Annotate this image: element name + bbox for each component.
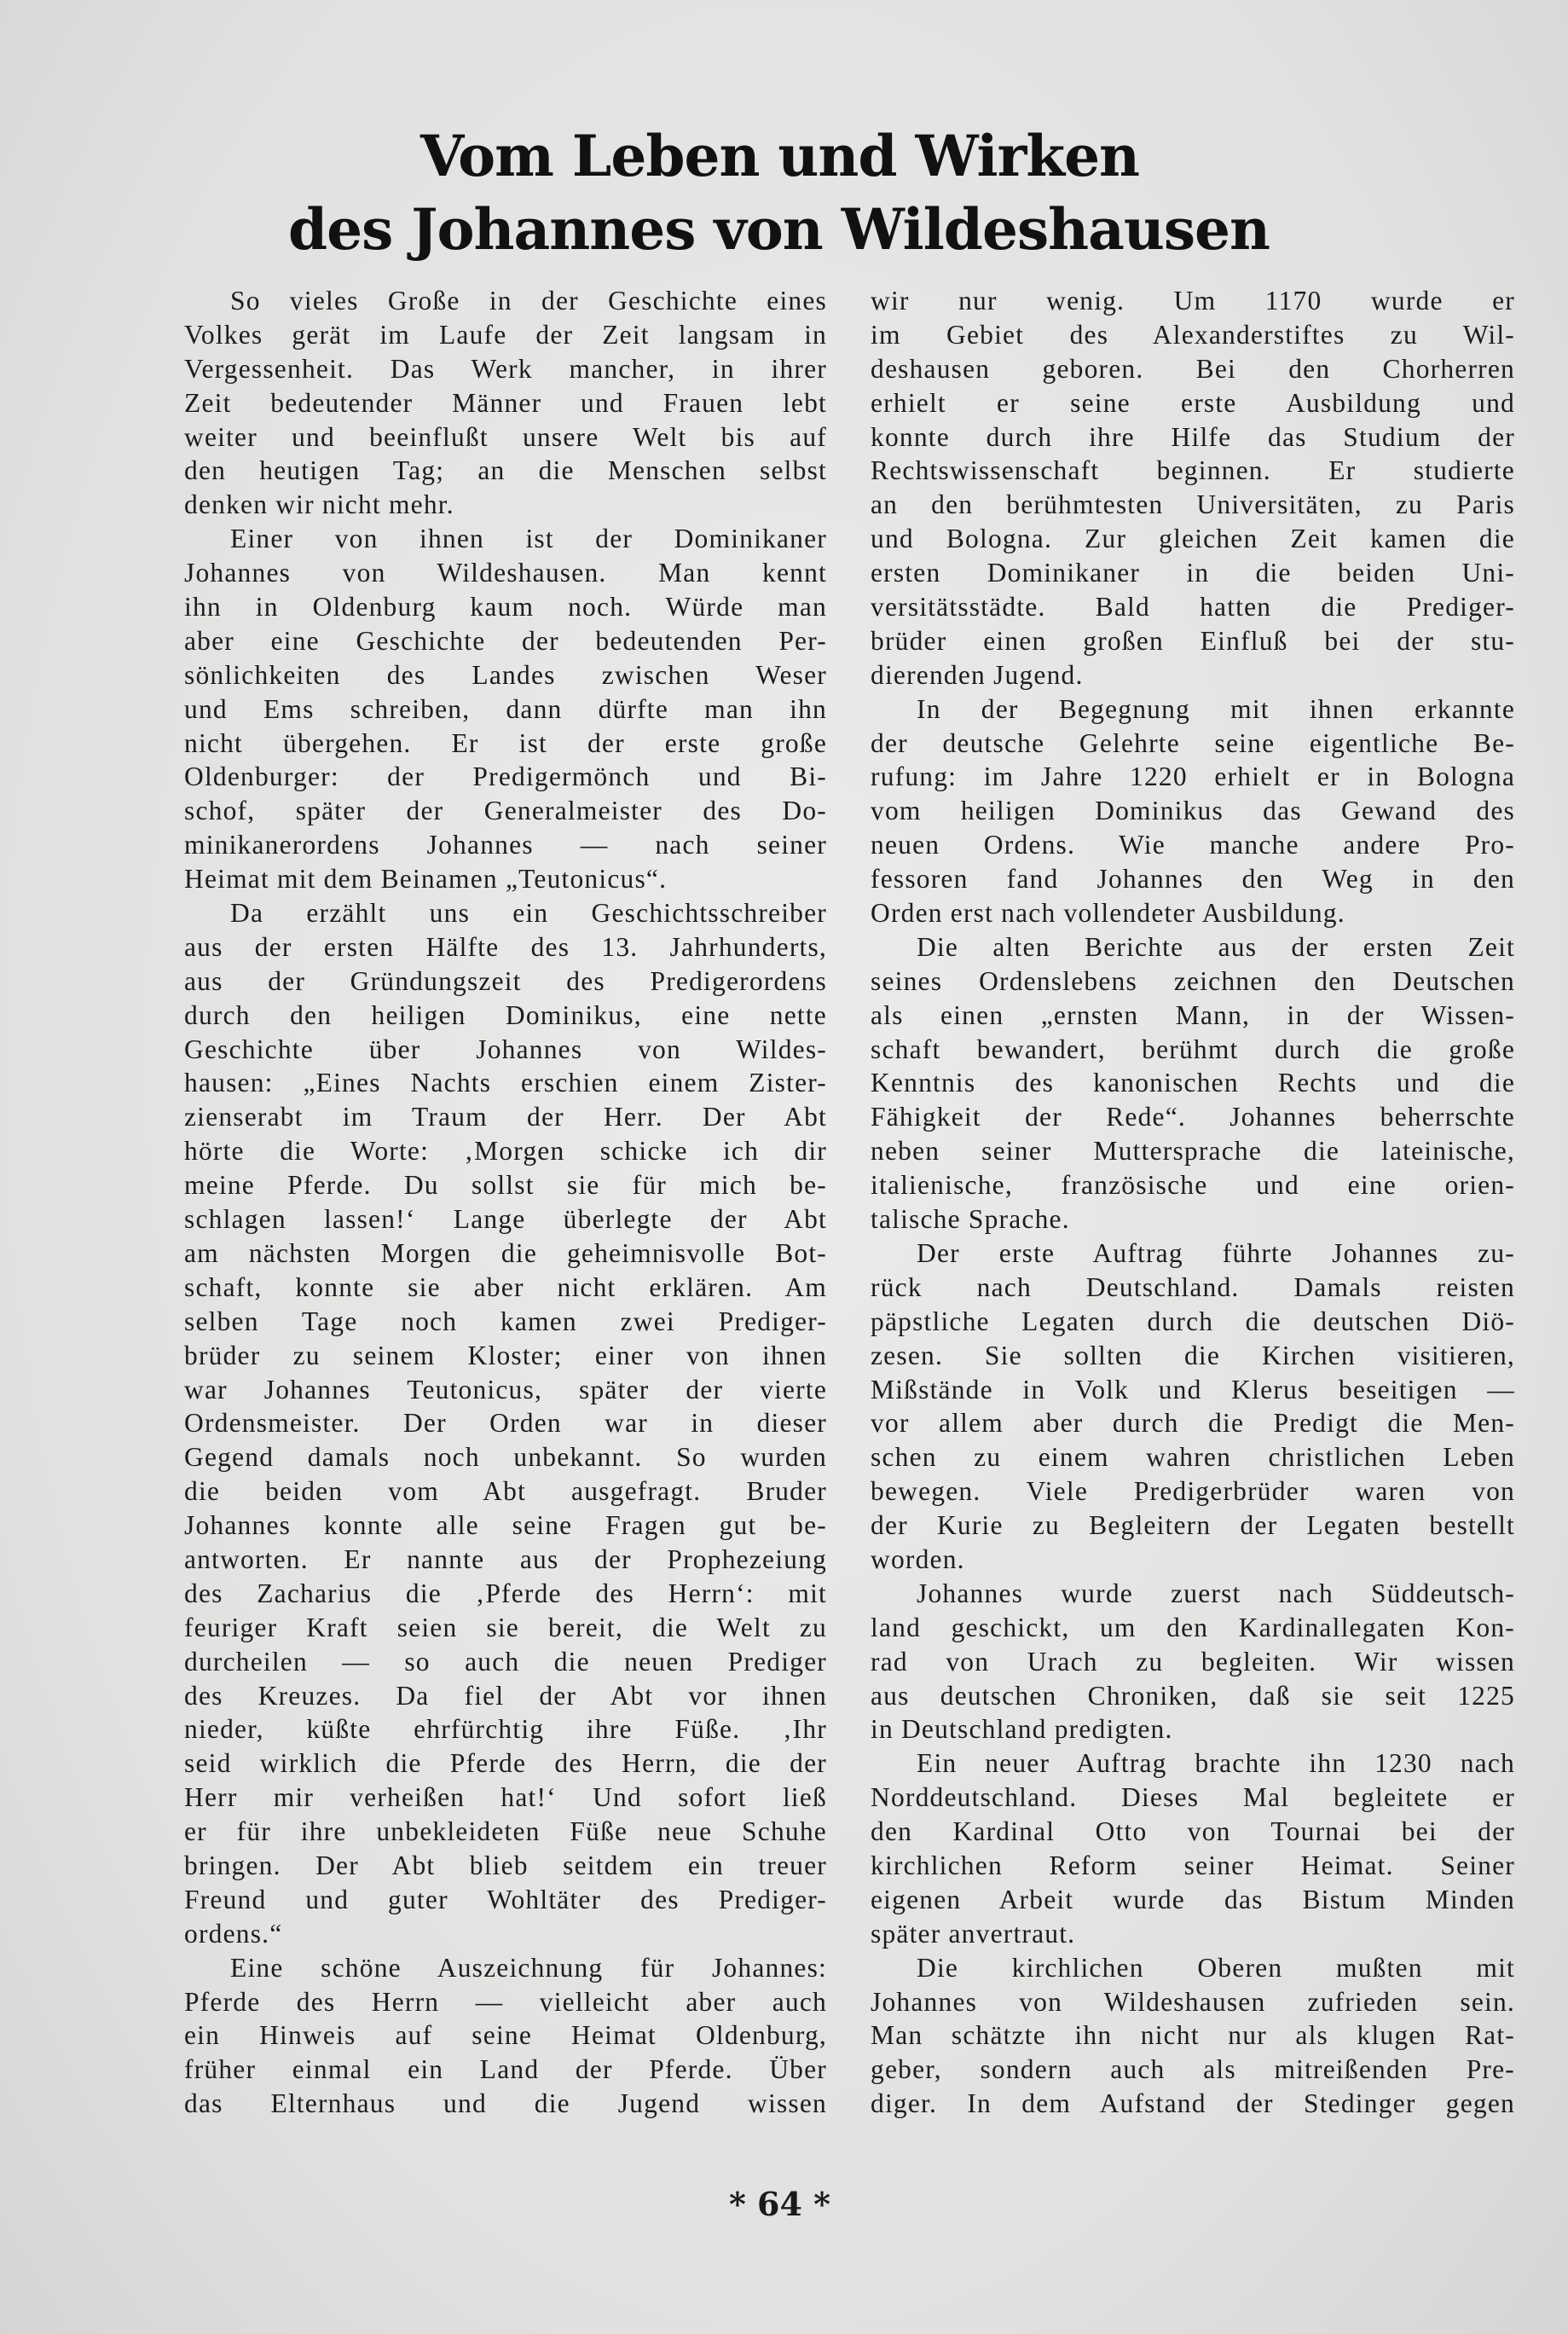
text-line: Da erzählt uns ein Geschichtsschreiber <box>230 898 827 929</box>
text-line: Johannes von Wildeshausen zufrieden sein. <box>871 1986 1515 2017</box>
text-line: päpstliche Legaten durch die deutschen Diö- <box>871 1306 1515 1336</box>
text-line: Der erste Auftrag führte Johannes zu- <box>917 1237 1515 1268</box>
text-line: weiter und beeinflußt unsere Welt bis auf <box>184 421 827 452</box>
text-line: Johannes konnte alle seine Fragen gut be- <box>184 1510 827 1541</box>
text-line: neuen Ordens. Wie manche andere Pro- <box>871 830 1515 860</box>
text-line: Man schätzte ihn nicht nur als klugen Rat- <box>871 2020 1515 2051</box>
text-line: seines Ordenslebens zeichnen den Deutschen <box>871 965 1515 996</box>
text-line: hausen: „Eines Nachts erschien einem Zister- <box>184 1068 827 1098</box>
right-text-column <box>871 284 1515 2121</box>
text-line: durch den heiligen Dominikus, eine nette <box>184 999 827 1030</box>
text-line: aus der ersten Hälfte des 13. Jahrhunderts, <box>184 931 827 962</box>
text-line: Kenntnis des kanonischen Rechts und die <box>871 1068 1515 1098</box>
text-line: Gegend damals noch unbekannt. So wurden <box>184 1442 827 1473</box>
text-line: sönlichkeiten des Landes zwischen Weser <box>184 659 827 690</box>
text-line: italienische, französische und eine orien- <box>871 1170 1515 1201</box>
text-line: minikanerordens Johannes — nach seiner <box>184 830 827 860</box>
text-line: brüder zu seinem Kloster; einer von ihnen <box>184 1340 827 1370</box>
text-line: aus deutschen Chroniken, daß sie seit 1225 <box>871 1680 1515 1711</box>
text-line: schaft bewandert, berühmt durch die große <box>871 1034 1515 1064</box>
text-line: feuriger Kraft seien sie bereit, die Welt zu <box>184 1612 827 1642</box>
text-line: er für ihre unbekleideten Füße neue Schuhe <box>184 1816 827 1847</box>
text-line: Geschichte über Johannes von Wildes- <box>184 1034 827 1064</box>
text-line: den Kardinal Otto von Tournai bei der <box>871 1816 1515 1847</box>
text-line: rück nach Deutschland. Damals reisten <box>871 1271 1515 1302</box>
text-line: des Kreuzes. Da fiel der Abt vor ihnen <box>184 1680 827 1711</box>
text-line: Herr mir verheißen hat!‘ Und sofort ließ <box>184 1782 827 1813</box>
text-line: rad von Urach zu begleiten. Wir wissen <box>871 1646 1515 1677</box>
text-line: geber, sondern auch als mitreißenden Pre- <box>871 2054 1515 2085</box>
text-line: Mißstände in Volk und Klerus beseitigen — <box>871 1374 1515 1404</box>
text-line: talische Sprache. <box>871 1204 1070 1235</box>
text-line: Die kirchlichen Oberen mußten mit <box>917 1952 1515 1983</box>
text-line: Johannes von Wildeshausen. Man kennt <box>184 558 827 588</box>
text-line: in Deutschland predigten. <box>871 1714 1173 1745</box>
text-line: schaft, konnte sie aber nicht erklären. Am <box>184 1271 827 1302</box>
text-line: denken wir nicht mehr. <box>184 489 454 520</box>
text-line: Ein neuer Auftrag brachte ihn 1230 nach <box>917 1748 1515 1779</box>
text-line: aber eine Geschichte der bedeutenden Per- <box>184 625 827 656</box>
text-line: des Zacharius die ‚Pferde des Herrn‘: mit <box>184 1578 827 1608</box>
text-line: Rechtswissenschaft beginnen. Er studierte <box>871 455 1515 486</box>
text-line: schlagen lassen!‘ Lange überlegte der Abt <box>184 1204 827 1235</box>
text-line: durcheilen — so auch die neuen Prediger <box>184 1646 827 1677</box>
text-line: früher einmal ein Land der Pferde. Über <box>184 2054 827 2085</box>
text-line: land geschickt, um den Kardinallegaten Kon- <box>871 1612 1515 1642</box>
text-line: bringen. Der Abt blieb seitdem ein treuer <box>184 1850 827 1880</box>
text-line: Freund und guter Wohltäter des Prediger- <box>184 1884 827 1914</box>
text-line: hörte die Worte: ‚Morgen schicke ich dir <box>184 1136 827 1167</box>
text-line: nieder, küßte ehrfürchtig ihre Füße. ‚Ihr <box>184 1714 827 1745</box>
text-line: Eine schöne Auszeichnung für Johannes: <box>230 1952 827 1983</box>
text-line: Volkes gerät im Laufe der Zeit langsam in <box>184 319 827 350</box>
text-line: Oldenburger: der Predigermönch und Bi- <box>184 762 827 792</box>
text-line: ihn in Oldenburg kaum noch. Würde man <box>184 592 827 623</box>
text-line: wir nur wenig. Um 1170 wurde er <box>871 286 1515 316</box>
text-line: So vieles Große in der Geschichte eines <box>230 286 827 316</box>
text-line: ersten Dominikaner in die beiden Uni- <box>871 558 1515 588</box>
text-line: vom heiligen Dominikus das Gewand des <box>871 796 1515 826</box>
left-text-column <box>184 284 827 2121</box>
text-line: das Elternhaus und die Jugend wissen <box>184 2088 827 2119</box>
title-line-1: Vom Leben und Wirken <box>419 123 1140 189</box>
text-line: der Kurie zu Begleitern der Legaten bestellt <box>871 1510 1515 1541</box>
text-line: bewegen. Viele Predigerbrüder waren von <box>871 1476 1515 1507</box>
text-line: meine Pferde. Du sollst sie für mich be- <box>184 1170 827 1201</box>
text-line: als einen „ernsten Mann, in der Wissen- <box>871 999 1515 1030</box>
text-line: und Bologna. Zur gleichen Zeit kamen die <box>871 524 1515 554</box>
text-line: rufung: im Jahre 1220 erhielt er in Bologna <box>871 762 1515 792</box>
text-line: fessoren fand Johannes den Weg in den <box>871 864 1515 895</box>
text-line: deshausen geboren. Bei den Chorherren <box>871 353 1515 384</box>
title-line-2: des Johannes von Wildeshausen <box>288 196 1270 263</box>
text-line: Ordensmeister. Der Orden war in dieser <box>184 1408 827 1439</box>
text-line: Die alten Berichte aus der ersten Zeit <box>917 931 1515 962</box>
text-line: kirchlichen Reform seiner Heimat. Seiner <box>871 1850 1515 1880</box>
text-line: Heimat mit dem Beinamen „Teutonicus“. <box>184 864 668 895</box>
text-line: im Gebiet des Alexanderstiftes zu Wil- <box>871 319 1515 350</box>
text-line: schen zu einem wahren christlichen Leben <box>871 1442 1515 1473</box>
text-line: Orden erst nach vollendeter Ausbildung. <box>871 898 1345 929</box>
text-line: Einer von ihnen ist der Dominikaner <box>230 524 827 554</box>
text-line: Norddeutschland. Dieses Mal begleitete er <box>871 1782 1515 1813</box>
text-line: antworten. Er nannte aus der Prophezeiung <box>184 1543 827 1574</box>
text-line: worden. <box>871 1543 965 1574</box>
text-line: brüder einen großen Einfluß bei der stu- <box>871 625 1515 656</box>
text-line: den heutigen Tag; an die Menschen selbst <box>184 455 827 486</box>
text-line: Johannes wurde zuerst nach Süddeutsch- <box>917 1578 1515 1608</box>
text-line: vor allem aber durch die Predigt die Men- <box>871 1408 1515 1439</box>
text-line: die beiden vom Abt ausgefragt. Bruder <box>184 1476 827 1507</box>
text-line: der deutsche Gelehrte seine eigentliche Be- <box>871 727 1515 758</box>
text-line: In der Begegnung mit ihnen erkannte <box>917 693 1515 724</box>
text-line: an den berühmtesten Universitäten, zu Paris <box>871 489 1515 520</box>
text-line: aus der Gründungszeit des Predigerordens <box>184 965 827 996</box>
text-line: konnte durch ihre Hilfe das Studium der <box>871 421 1515 452</box>
text-line: am nächsten Morgen die geheimnisvolle Bot- <box>184 1237 827 1268</box>
text-line: ordens.“ <box>184 1918 283 1949</box>
text-line: seid wirklich die Pferde des Herrn, die der <box>184 1748 827 1779</box>
text-line: zienserabt im Traum der Herr. Der Abt <box>184 1102 827 1132</box>
text-line: dierenden Jugend. <box>871 659 1084 690</box>
text-line: war Johannes Teutonicus, später der vierte <box>184 1374 827 1404</box>
text-line: und Ems schreiben, dann dürfte man ihn <box>184 693 827 724</box>
text-line: diger. In dem Aufstand der Stedinger gegen <box>871 2088 1515 2119</box>
text-line: versitätsstädte. Bald hatten die Prediger- <box>871 592 1515 623</box>
text-line: neben seiner Muttersprache die lateinische, <box>871 1136 1515 1167</box>
article-title <box>0 119 1568 266</box>
text-line: eigenen Arbeit wurde das Bistum Minden <box>871 1884 1515 1914</box>
text-line: zesen. Sie sollten die Kirchen visitieren, <box>871 1340 1515 1370</box>
text-line: später anvertraut. <box>871 1918 1076 1949</box>
text-line: Fähigkeit der Rede“. Johannes beherrschte <box>871 1102 1515 1132</box>
text-line: schof, später der Generalmeister des Do- <box>184 796 827 826</box>
text-line: Zeit bedeutender Männer und Frauen lebt <box>184 387 827 418</box>
text-line: selben Tage noch kamen zwei Prediger- <box>184 1306 827 1336</box>
text-line: ein Hinweis auf seine Heimat Oldenburg, <box>184 2020 827 2051</box>
text-line: nicht übergehen. Er ist der erste große <box>184 727 827 758</box>
text-line: erhielt er seine erste Ausbildung und <box>871 387 1515 418</box>
text-line: Pferde des Herrn — vielleicht aber auch <box>184 1986 827 2017</box>
page-number: * 64 * <box>728 2185 831 2223</box>
text-line: Vergessenheit. Das Werk mancher, in ihrer <box>184 353 827 384</box>
